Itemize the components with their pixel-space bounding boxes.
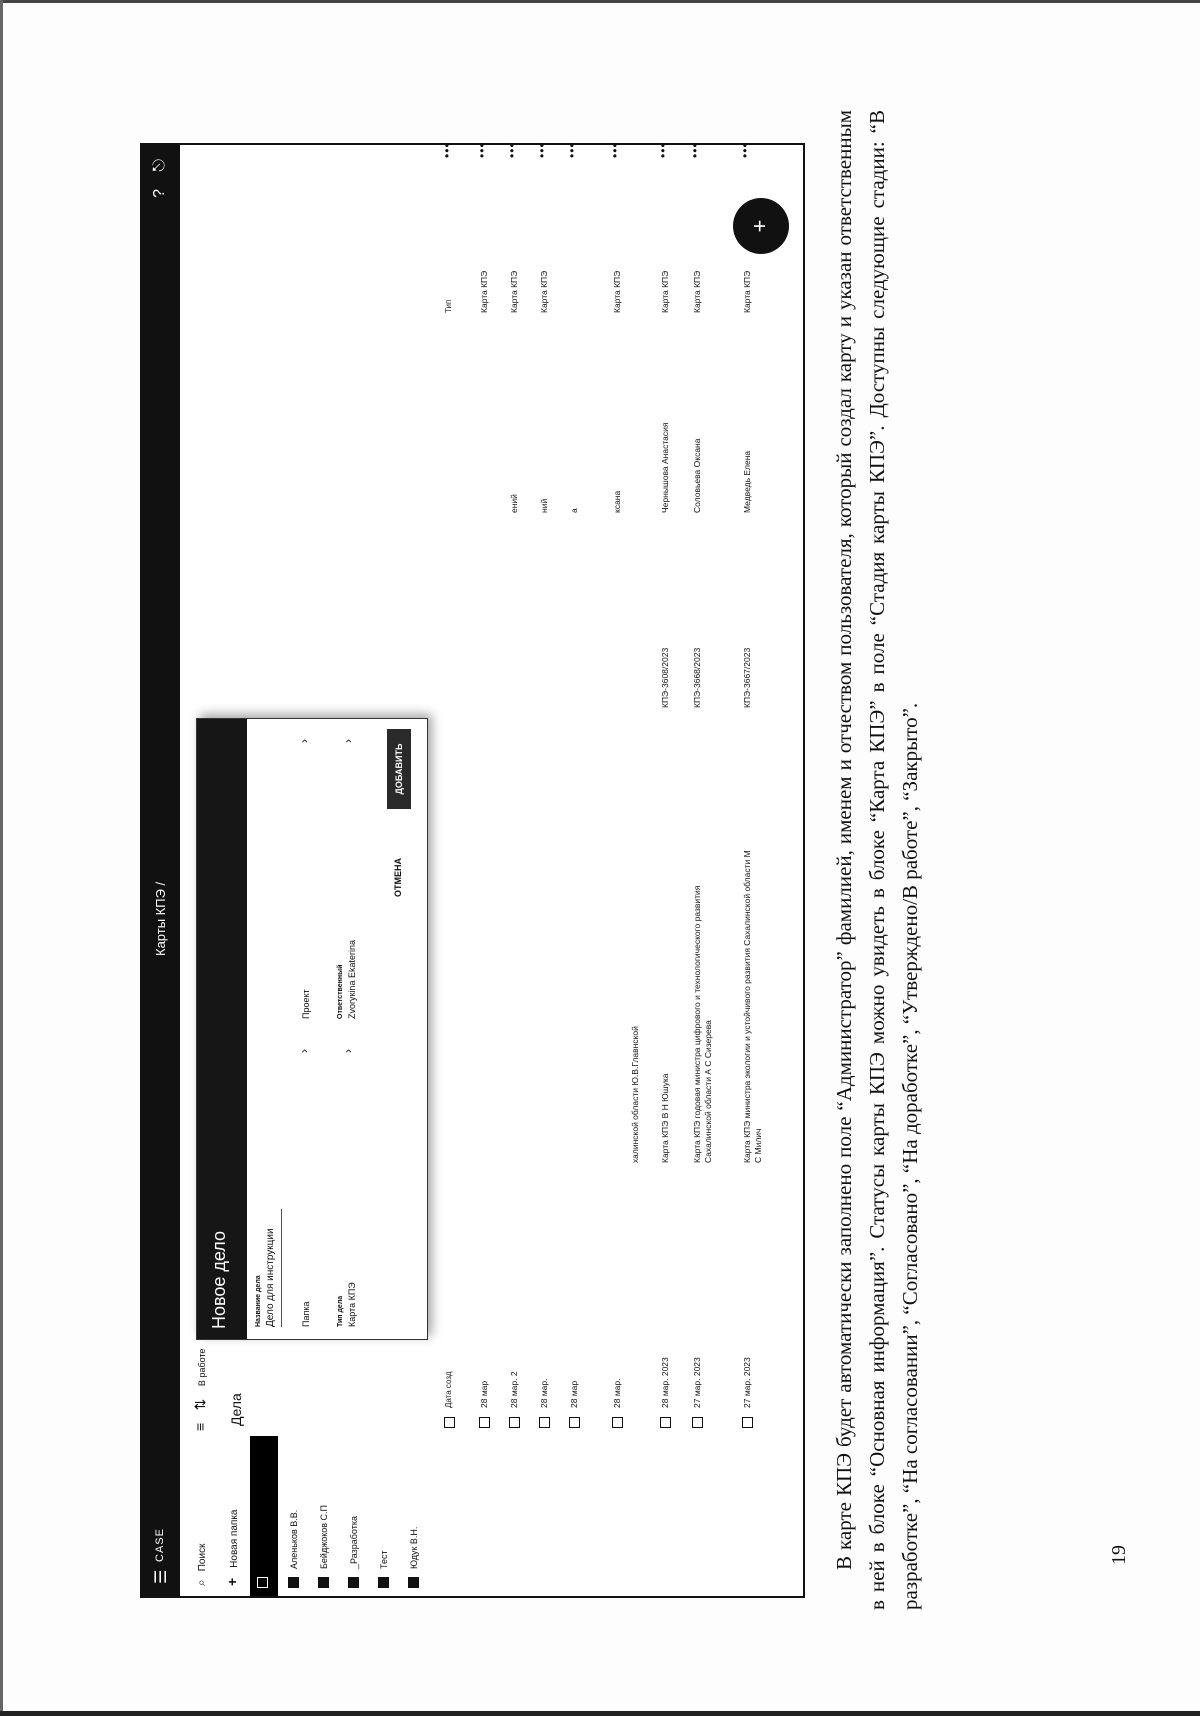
more-options-icon[interactable]: ••• — [608, 142, 622, 158]
row-number: КПЭ-3667/2023 — [742, 647, 752, 708]
partial-text: халинской области Ю.В.Главнской — [630, 1026, 640, 1163]
row-type: Карта КПЭ — [539, 270, 549, 313]
more-options-icon[interactable]: ••• — [738, 142, 752, 158]
column-header-type: Тип — [444, 299, 453, 313]
search-icon: ⌕ — [194, 1579, 208, 1586]
sidebar-item-label: Аленьков В.В. — [289, 1509, 299, 1569]
more-options-icon[interactable]: ••• — [565, 142, 579, 158]
more-options-icon[interactable]: ••• — [688, 142, 702, 158]
project-select[interactable]: Проект — [301, 989, 311, 1019]
plus-icon: + — [224, 1577, 240, 1586]
sidebar-item-label: _Разработка — [349, 1516, 359, 1569]
more-options-icon[interactable]: ••• — [535, 142, 549, 158]
chevron-right-icon: › — [341, 739, 355, 743]
app-name: CASE — [154, 1528, 166, 1562]
row-type: Карта КПЭ — [660, 270, 670, 313]
row-type: Карта КПЭ — [742, 270, 752, 313]
row-type: Карта КПЭ — [509, 270, 519, 313]
dialog-header — [197, 719, 247, 1339]
chevron-right-icon: › — [297, 739, 311, 743]
row-type: Карта КПЭ — [612, 270, 622, 313]
row-responsible: Чернышова Анастасия — [660, 422, 670, 513]
add-button[interactable]: ДОБАВИТЬ — [387, 729, 411, 809]
row-date: 28 мар. 2 — [509, 1371, 519, 1408]
new-case-dialog — [196, 718, 428, 1340]
row-date: 28 мар. 2023 — [660, 1357, 670, 1408]
caption-paragraph: В карте КПЭ будет автоматически заполнено поле “Администратор” фамилией, именем и отчеством пользователя, который создал карту и указан ответственным в ней в блоке “Основная информация”. Статусы карты КПЭ можно увидеть в блоке “Карта КПЭ” в поле “Стадия карты КПЭ”. Доступны следующие стадии: “В разработке”, “На согласовании”, “Согласовано”, “На доработке”, “Утверждено/В работе”, “Закрыто”. — [832, 110, 922, 1610]
responsible-label: Ответственный — [337, 964, 344, 1019]
row-number: КПЭ-3608/2023 — [660, 647, 670, 708]
sort-icon[interactable]: ⇅ — [192, 1398, 208, 1411]
case-name-underline — [281, 1209, 282, 1327]
case-name-input[interactable]: Дело для инструкции — [265, 1228, 276, 1327]
responsible-select[interactable]: Zvoryкina Ekaterina — [347, 940, 357, 1019]
case-type-label: Тип дела — [337, 1295, 344, 1327]
page-edge-left — [0, 0, 3, 1716]
page-edge-top — [0, 0, 1200, 3]
chevron-right-icon: › — [297, 1049, 311, 1053]
row-responsible: Медведь Елена — [742, 450, 752, 513]
hamburger-menu-icon[interactable]: ☰ — [153, 1569, 170, 1584]
row-name: Карта КПЭ В Н Юшука — [660, 1073, 670, 1163]
row-type: Карта КПЭ — [479, 270, 489, 313]
more-options-icon[interactable]: ••• — [475, 142, 489, 158]
sidebar-item-label: Юдук В.Н. — [409, 1526, 419, 1569]
more-options-icon[interactable]: ••• — [505, 142, 519, 158]
exit-icon[interactable]: ⎋ — [151, 159, 168, 172]
section-title: Дела — [228, 1393, 244, 1426]
row-responsible: ений — [509, 494, 519, 513]
row-date: 27 мар. 2023 — [692, 1357, 702, 1408]
case-name-label: Название дела — [255, 1275, 262, 1327]
row-responsible: ний — [539, 498, 549, 513]
row-number: КПЭ-3668/2023 — [692, 647, 702, 708]
case-type-select[interactable]: Карта КПЭ — [347, 1282, 357, 1327]
filter-in-work[interactable]: В работе — [197, 1348, 207, 1387]
document-caption — [828, 110, 1200, 1610]
row-responsible: Соловьева Оксана — [692, 438, 702, 513]
sidebar-item-label: Тест — [379, 1550, 389, 1569]
row-type: Карта КПЭ — [692, 270, 702, 313]
row-name: Карта КПЭ годовая министра цифрового и технологического развития Сахалинской области А С Сизерева — [692, 885, 713, 1163]
sidebar-item-label: Бейджоков С.П — [319, 1504, 329, 1569]
folder-select[interactable]: Папка — [301, 1301, 311, 1327]
row-date: 28 мар. — [539, 1378, 549, 1408]
more-options-icon[interactable]: ••• — [656, 142, 670, 158]
page-number: 19 — [1108, 1545, 1130, 1565]
chevron-right-icon: › — [341, 1049, 355, 1053]
new-folder-label: Новая папка — [229, 1509, 240, 1568]
page-title: Карты КПЭ / — [153, 881, 168, 956]
dialog-title: Новое дело — [209, 1230, 229, 1329]
row-date: 28 мар — [479, 1380, 489, 1408]
app-screenshot-overlay — [140, 143, 805, 1598]
row-date: 28 мар — [569, 1380, 579, 1408]
page-edge-bottom — [0, 1711, 1200, 1716]
more-options-icon[interactable]: ••• — [440, 142, 454, 158]
row-date: 27 мар. 2023 — [742, 1357, 752, 1408]
cancel-button[interactable]: ОТМЕНА — [393, 858, 403, 897]
sidebar-search-label: Поиск — [197, 1543, 208, 1572]
row-name: Карта КПЭ министра экологии и устойчивого развития Сахалинской области М С Милич — [742, 850, 763, 1163]
row-responsible: а — [569, 508, 579, 513]
add-fab-button[interactable]: + — [733, 198, 789, 254]
row-date: 28 мар. — [612, 1378, 622, 1408]
row-responsible: ксана — [612, 490, 622, 513]
list-view-icon[interactable]: ≡ — [192, 1422, 208, 1431]
help-icon[interactable]: ? — [151, 189, 168, 198]
column-header-date: Дата созд — [444, 1371, 453, 1408]
